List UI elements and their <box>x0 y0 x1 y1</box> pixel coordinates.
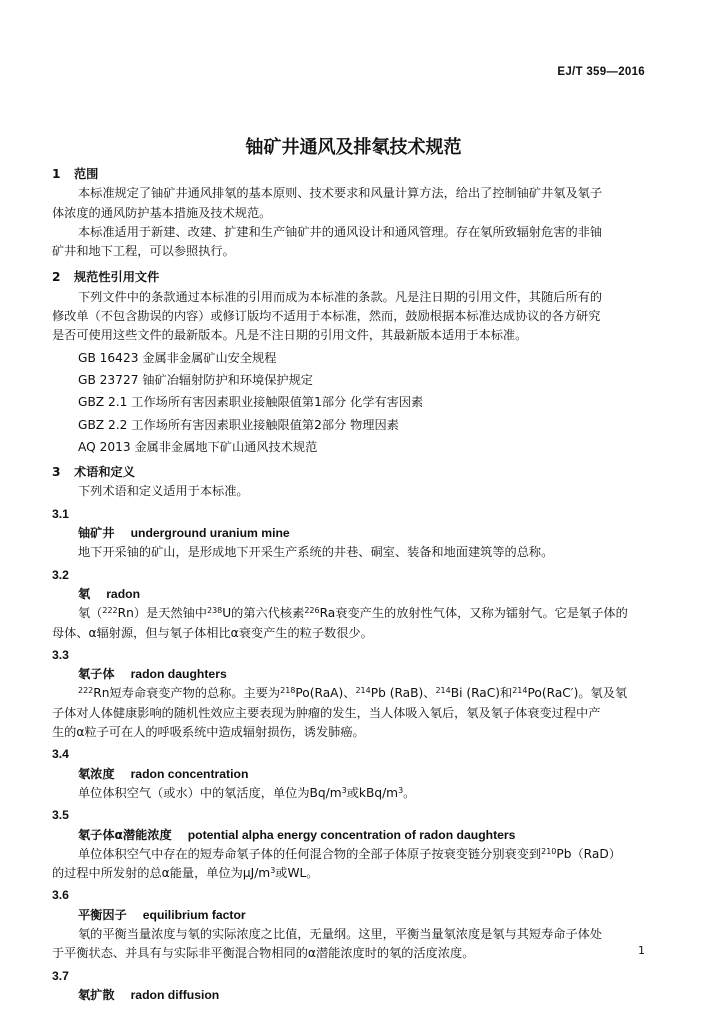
reference-item: AQ 2013 金属非金属地下矿山通风技术规范 <box>78 439 318 454</box>
term-heading <box>52 986 652 1005</box>
term-cn: 氡浓度 <box>78 766 115 781</box>
section-number: 3 <box>52 465 61 480</box>
term-cn: 氡扩散 <box>78 987 115 1002</box>
definition-line: 母体、α辐射源，但与氡子体相比α衰变产生的粒子数很少。 <box>52 625 373 640</box>
paragraph-line: 体浓度的通风防护基本措施及技术规范。 <box>52 205 272 220</box>
definition-line: 氡的平衡当量浓度与氡的实际浓度之比值，无量纲。这里，平衡当量氡浓度是氡与其短寿命子体处 <box>78 926 603 941</box>
isotope-mass: 214 <box>435 686 451 696</box>
text-run: Po(RaA)、 <box>295 686 356 701</box>
isotope-mass: 214 <box>355 686 371 696</box>
reference-item: GB 16423 金属非金属矿山安全规程 <box>78 350 277 365</box>
paragraph-line: 是否可使用这些文件的最新版本。凡是不注日期的引用文件，其最新版本适用于本标准。 <box>52 328 528 343</box>
isotope-mass: 218 <box>280 686 296 696</box>
section-3-heading <box>52 463 652 482</box>
term-cn: 氡子体 <box>78 667 115 682</box>
standard-code: EJ/T 359—2016 <box>557 66 645 78</box>
section-number: 1 <box>52 167 61 181</box>
term-en: potential alpha energy concentration of radon daughters <box>187 827 516 842</box>
definition-line <box>52 684 652 703</box>
term-en: radon daughters <box>130 667 227 682</box>
term-heading <box>52 524 652 543</box>
term-cn: 氡 <box>78 586 91 601</box>
isotope-mass: 238 <box>206 606 223 616</box>
text-run: 。 <box>403 785 416 800</box>
page-number: 1 <box>638 944 645 957</box>
paragraph-line: 下列文件中的条款通过本标准的引用而成为本标准的条款。凡是注日期的引用文件，其随后所有的 <box>78 289 603 304</box>
term-number: 3.7 <box>52 968 69 983</box>
term-en: radon diffusion <box>130 987 220 1002</box>
text-run: Po(RaC′)。氡及氡 <box>527 686 628 701</box>
term-number: 3.5 <box>52 808 69 823</box>
term-heading <box>52 906 652 925</box>
isotope-mass: 222 <box>102 606 118 616</box>
term-heading <box>52 826 652 845</box>
term-en: equilibrium factor <box>142 907 246 922</box>
definition-line: 生的α粒子可在人的呼吸系统中造成辐射损伤，诱发肺癌。 <box>52 725 365 740</box>
exponent: 3 <box>270 866 276 876</box>
document-title: 铀矿井通风及排氡技术规范 <box>245 137 462 158</box>
text-run: U的第六代核素 <box>222 606 305 621</box>
definition-line <box>52 845 652 864</box>
section-2-heading <box>52 268 652 287</box>
reference-item: GBZ 2.2 工作场所有害因素职业接触限值第2部分 物理因素 <box>78 417 399 432</box>
definition-line <box>52 864 652 883</box>
isotope-mass: 214 <box>512 686 528 696</box>
term-heading <box>52 765 652 784</box>
reference-item: GBZ 2.1 工作场所有害因素职业接触限值第1部分 化学有害因素 <box>78 395 424 410</box>
text-run: 的过程中所发射的总α能量，单位为μJ/m <box>52 866 271 881</box>
reference-item: GB 23727 铀矿冶辐射防护和环境保护规定 <box>78 372 313 387</box>
text-run: Bi (RaC)和 <box>450 686 513 701</box>
section-1-heading <box>52 165 652 184</box>
text-run: Pb (RaB)、 <box>370 686 436 701</box>
text-run: Pb（RaD） <box>556 846 621 861</box>
section-title: 规范性引用文件 <box>74 270 160 285</box>
term-number: 3.2 <box>52 567 69 582</box>
definition-line <box>52 604 652 623</box>
text-run: 或WL。 <box>275 866 319 881</box>
text-run: 氡（ <box>78 606 103 621</box>
definition-line <box>52 784 652 803</box>
term-heading <box>52 665 652 684</box>
term-number: 3.3 <box>52 647 69 662</box>
term-en: radon <box>106 586 141 601</box>
isotope-mass: 226 <box>304 606 320 616</box>
text-run: 或kBq/m <box>346 785 399 800</box>
paragraph-line: 修改单（不包含勘误的内容）或修订版均不适用于本标准，然而，鼓励根据本标准达成协议的各方研究 <box>52 309 601 324</box>
term-number: 3.4 <box>52 747 69 762</box>
section-title: 术语和定义 <box>74 465 135 480</box>
exponent: 3 <box>341 785 347 795</box>
definition-line: 地下开采铀的矿山，是形成地下开采生产系统的井巷、硐室、装备和地面建筑等的总称。 <box>78 545 554 560</box>
exponent: 3 <box>398 785 404 795</box>
term-number: 3.6 <box>52 888 69 903</box>
text-run: Rn短寿命衰变产物的总称。主要为 <box>93 686 281 701</box>
text-run: Ra衰变产生的放射性气体，又称为镭射气。它是氡子体的 <box>319 606 628 621</box>
section-title: 范围 <box>74 167 99 181</box>
paragraph-line: 本标准规定了铀矿井通风排氡的基本原则、技术要求和风量计算方法，给出了控制铀矿井氡及氡子 <box>78 186 603 201</box>
term-cn: 铀矿井 <box>78 526 115 541</box>
text-run: 单位体积空气（或水）中的氡活度，单位为Bq/m <box>78 785 342 800</box>
paragraph-line: 本标准适用于新建、改建、扩建和生产铀矿井的通风设计和通风管理。存在氡所致辐射危害的非铀 <box>78 224 603 239</box>
definition-line: 子体对人体健康影响的随机性效应主要表现为肿瘤的发生，当人体吸入氡后，氡及氡子体衰变过程中产 <box>52 705 601 720</box>
isotope-mass: 222 <box>78 686 94 696</box>
term-en: radon concentration <box>130 766 249 781</box>
paragraph-line: 下列术语和定义适用于本标准。 <box>78 484 249 499</box>
document-body <box>52 165 652 1005</box>
term-number: 3.1 <box>52 506 69 521</box>
text-run: Rn）是天然铀中 <box>117 606 207 621</box>
term-en: underground uranium mine <box>130 526 290 541</box>
term-heading <box>52 585 652 604</box>
isotope-mass: 210 <box>541 846 557 856</box>
term-cn: 氡子体α潜能浓度 <box>78 827 172 842</box>
section-number: 2 <box>52 270 61 285</box>
paragraph-line: 矿井和地下工程，可以参照执行。 <box>52 244 235 259</box>
text-run: 单位体积空气中存在的短寿命氡子体的任何混合物的全部子体原子按衰变链分别衰变到 <box>78 846 542 861</box>
term-cn: 平衡因子 <box>78 907 127 922</box>
definition-line: 于平衡状态、并具有与实际非平衡混合物相同的α潜能浓度时的氡的活度浓度。 <box>52 946 475 961</box>
